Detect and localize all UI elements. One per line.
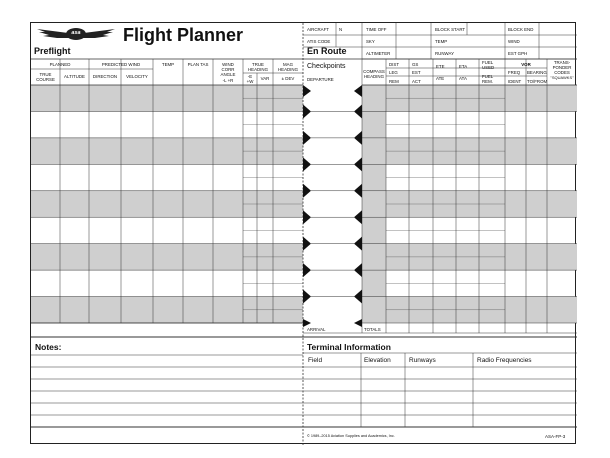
wind-corr-header-3: ANGLE — [220, 72, 236, 77]
fuel-rem-header-1: FUEL — [482, 74, 494, 79]
block-end-label: BLOCK END — [508, 27, 534, 32]
ata-header: ATA — [459, 76, 467, 81]
time-off-label: TIME OFF — [366, 27, 387, 32]
direction-header: DIRECTION — [92, 74, 118, 79]
altimeter-label: ALTIMETER — [366, 51, 391, 56]
true-course-header-1: TRUE — [39, 72, 52, 77]
mag-heading-header-1: MAG — [282, 62, 293, 67]
copyright-text: © 1989–2015 Aviation Supplies and Academics, Inc. — [307, 434, 395, 438]
act-header: ACT — [412, 79, 421, 84]
n-label: N — [339, 27, 343, 32]
ete-header: ETE — [436, 64, 445, 69]
wind-corr-header-4: -L +R — [222, 78, 234, 83]
true-heading-header-1: TRUE — [252, 62, 264, 67]
temp-header: TEMP — [161, 62, 175, 67]
eta-header: ETA — [459, 64, 468, 69]
fuel-rem-header-2: REM. — [482, 79, 493, 84]
temp-label: TEMP — [435, 39, 448, 44]
transponder-header-4: "SQUAWKS" — [550, 75, 574, 80]
departure-label: DEPARTURE — [307, 77, 334, 82]
bearing-header: BEARING — [527, 70, 547, 75]
ew-header-2: +W — [246, 79, 254, 84]
block-start-label: BLOCK START — [435, 27, 466, 32]
mag-heading-header-2: HEADING — [277, 67, 298, 72]
wind-corr-header-1: WIND — [222, 62, 234, 67]
to-from-header: TO/FROM — [527, 79, 548, 84]
gs-header: GS — [412, 62, 419, 67]
page-title: Flight Planner — [123, 25, 244, 45]
terminal-col-runways: Runways — [409, 357, 436, 364]
arrival-label: ARRIVAL — [307, 327, 326, 332]
fuel-used-header-1: FUEL — [482, 60, 494, 65]
atis-code-label: ATIS CODE — [307, 39, 331, 44]
rem-header: REM — [389, 79, 399, 84]
terminal-title: Terminal Information — [307, 342, 391, 352]
totals-label: TOTALS — [364, 327, 381, 332]
section-preflight: Preflight — [34, 46, 71, 56]
compass-header-1: COMPASS — [363, 69, 385, 74]
vor-header: VOR — [521, 62, 531, 67]
logo-text: asa — [71, 30, 81, 36]
planned-header: PLANNED — [49, 62, 71, 67]
var-header: VAR — [260, 76, 270, 81]
wind-label: WIND — [508, 39, 520, 44]
fuel-used-header-2: USED — [482, 65, 495, 70]
transponder-header-2: PONDER — [552, 65, 572, 70]
ident-header: IDENT — [508, 79, 522, 84]
dist-header: DIST — [389, 62, 400, 67]
velocity-header: VELOCITY — [126, 74, 148, 79]
wind-corr-header-2: CORR — [221, 67, 235, 72]
terminal-col-elevation: Elevation — [364, 357, 391, 364]
compass-header-2: HEADING — [363, 74, 384, 79]
section-enroute: En Route — [307, 46, 347, 56]
dev-header: ± DEV — [281, 76, 295, 81]
form-number: ASA-FP-3 — [545, 434, 566, 439]
terminal-col-radio: Radio Frequencies — [477, 357, 532, 364]
freq-header: FREQ — [508, 70, 521, 75]
predicted-wind-header: PREDICTED WIND — [101, 62, 141, 67]
notes-title: Notes: — [35, 342, 62, 352]
plan-tas-header: PLAN TAS — [187, 62, 209, 67]
checkpoints-header: Checkpoints — [307, 63, 346, 70]
aircraft-label: AIRCRAFT — [307, 27, 329, 32]
true-heading-header-2: HEADING — [247, 67, 268, 72]
altitude-header: ALTITUDE — [64, 74, 85, 79]
runway-label: RUNWAY — [435, 51, 455, 56]
true-course-header-2: COURSE — [36, 77, 55, 82]
ate-header: ATE — [436, 76, 445, 81]
est-header: EST — [412, 70, 421, 75]
leg-header: LEG — [389, 70, 398, 75]
sky-label: SKY — [366, 39, 375, 44]
est-gph-label: EST GPH — [508, 51, 528, 56]
asa-logo — [35, 26, 117, 42]
form-grid-lines — [31, 23, 577, 445]
transponder-header-3: CODES — [554, 70, 570, 75]
terminal-col-field: Field — [308, 357, 323, 364]
transponder-header-1: TRANS- — [553, 60, 571, 65]
ew-header-1: -E — [247, 74, 253, 79]
flight-planner-sheet — [30, 22, 576, 444]
